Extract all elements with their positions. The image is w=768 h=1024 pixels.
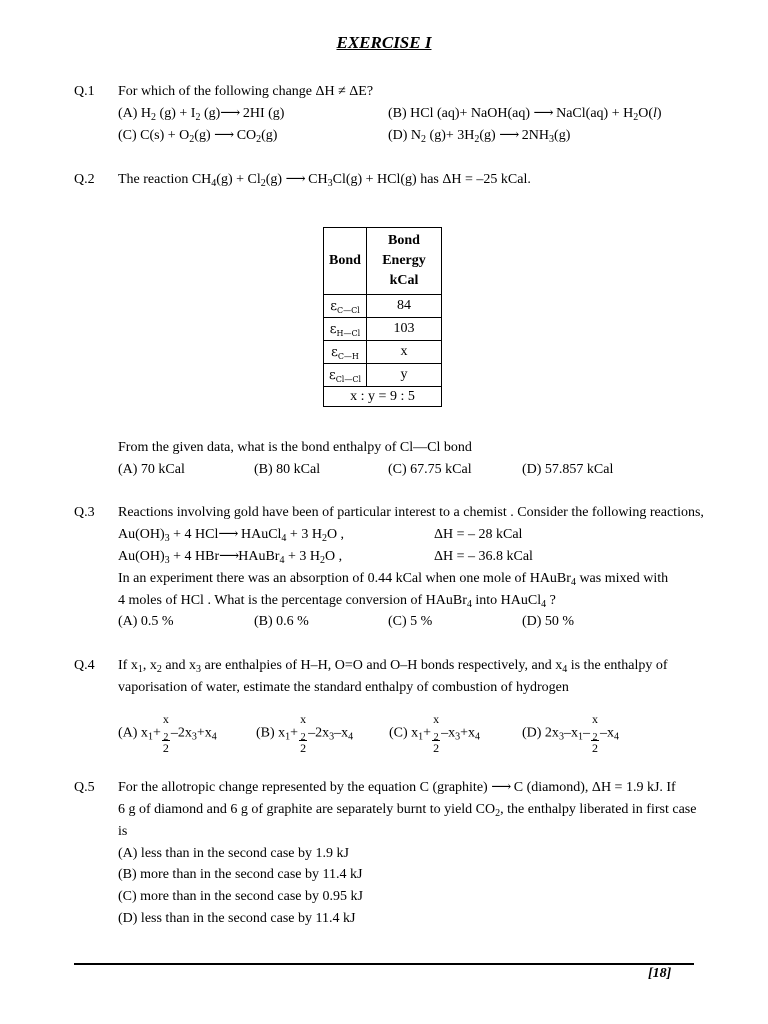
table-row [324, 295, 442, 318]
question-number-4: Q.4 [74, 658, 95, 673]
bond-symbol: $\varepsilon_{H—Cl}$ [324, 318, 367, 341]
q3-reaction-1: $Au(OH)_3 + 4$ HCl⟶ HAuCl$_4$ + 3 $H_2O$ , [118, 527, 345, 544]
q3-option-c: (C) 5 % [388, 614, 433, 629]
q2-option-c: (C) 67.75 kCal [388, 462, 472, 477]
table-row [324, 341, 442, 364]
q4-option-b: (B) $x_1+$ x $_2$ 2 $-2x_3-x_4$ [256, 712, 354, 755]
bond-energy-value: 103 [367, 318, 442, 341]
question-5-line-3: is [118, 824, 128, 839]
q3-option-d: (D) 50 % [522, 614, 575, 629]
question-4-line-1: If $x_1$, $x_2$ and $x_3$ are enthalpies of H–H, O=O and O–H bonds respectively, and $x_4$ is the enthalpy of [118, 658, 668, 675]
question-1-stem: For which of the following change ΔH ≠ ΔE? [118, 84, 374, 99]
table-header-bond: Bond [324, 228, 367, 295]
question-number-3: Q.3 [74, 505, 95, 520]
q3-text-line-3: In an experiment there was an absorption of 0.44 kCal when one mole of HAuBr$_4$ was mixed with [118, 571, 669, 588]
fraction: x $_2$ 2 [433, 712, 440, 755]
q2-option-a: (A) 70 kCal [118, 462, 185, 477]
q1-option-a: (A) $H_2$ $(g) + I_2$ (g)⟶ 2HI (g) [118, 106, 285, 123]
q2-option-b: (B) 80 kCal [254, 462, 321, 477]
q5-option-b: (B) more than in the second case by 11.4 kJ [118, 867, 363, 882]
question-5-line-1: For the allotropic change represented by the equation C (graphite) ⟶ C (diamond), ΔH = 1.9 kJ. If [118, 780, 676, 795]
q5-option-c: (C) more than in the second case by 0.95 kJ [118, 889, 363, 904]
question-number-1: Q.1 [74, 84, 95, 99]
page-number: [18] [648, 966, 672, 981]
question-4-line-2: vaporisation of water, estimate the standard enthalpy of combustion of hydrogen [118, 680, 569, 695]
bond-symbol: $\varepsilon_{C—H}$ [324, 341, 367, 364]
q3-text-line-4: 4 moles of HCl . What is the percentage conversion of HAuBr$_4$ into HAuCl$_4$ ? [118, 593, 556, 610]
question-number-2: Q.2 [74, 172, 95, 187]
q3-reaction-2-enthalpy: ΔH = – 36.8 kCal [434, 549, 533, 564]
table-header-energy: Bond Energy kCal [367, 228, 442, 295]
bond-energy-value: y [367, 364, 442, 387]
bond-energy-value: x [367, 341, 442, 364]
q2-option-d: (D) 57.857 kCal [522, 462, 614, 477]
question-2-ask: From the given data, what is the bond enthalpy of Cl—Cl bond [118, 440, 472, 455]
q3-option-a: (A) 0.5 % [118, 614, 174, 629]
table-row [324, 364, 442, 387]
q3-reaction-2: $Au(OH)_3 + 4$ HBr⟶HAuBr$_4$ + 3 $H_2O$ , [118, 549, 343, 566]
question-number-5: Q.5 [74, 780, 95, 795]
q4-option-c: (C) $x_1+$ x $_2$ 2 $-x_3+x_4$ [389, 712, 480, 755]
question-3-stem: Reactions involving gold have been of particular interest to a chemist . Consider the following reactions, [118, 505, 704, 520]
table-row [324, 318, 442, 341]
fraction: x $_2$ 2 [591, 712, 598, 755]
q4-option-a: (A) $x_1+$ x $_2$ 2 $-2x_3+x_4$ [118, 712, 217, 755]
bond-symbol: $\varepsilon_{C—Cl}$ [324, 295, 367, 318]
q5-option-a: (A) less than in the second case by 1.9 kJ [118, 846, 349, 861]
q1-option-d: (D) $N_2$ $(g)+ 3H_2(g)$ ⟶ $2NH_3(g)$ [388, 128, 571, 145]
q1-option-b: (B) HCl (aq)+ NaOH(aq) ⟶ NaCl(aq) + $H_2O(l)$ [388, 106, 662, 123]
bond-symbol: $\varepsilon_{Cl—Cl}$ [324, 364, 367, 387]
q3-reaction-1-enthalpy: ΔH = – 28 kCal [434, 527, 523, 542]
question-2-stem: The reaction $CH_4(g) + Cl_2(g)$ ⟶ $CH_3Cl(g) + HCl(g)$ has ΔH = –25 kCal. [118, 172, 531, 189]
q4-option-d: (D) $2x_3-x_1-$ x $_2$ 2 $-x_4$ [522, 712, 619, 755]
bond-energy-value: 84 [367, 295, 442, 318]
q5-option-d: (D) less than in the second case by 11.4 kJ [118, 911, 356, 926]
bond-energy-table [323, 227, 442, 407]
ratio-note: x : y = 9 : 5 [324, 387, 442, 407]
footer-divider [74, 963, 694, 965]
fraction: x $_2$ 2 [300, 712, 307, 755]
question-5-line-2: 6 g of diamond and 6 g of graphite are separately burnt to yield $CO_2$, the enthalpy liberated in first case [118, 802, 697, 819]
q1-option-c: (C) $C(s) + O_2(g)$ ⟶ $CO_2(g)$ [118, 128, 278, 145]
fraction: x $_2$ 2 [162, 712, 169, 755]
page-title: EXERCISE I [336, 33, 432, 52]
q3-option-b: (B) 0.6 % [254, 614, 309, 629]
